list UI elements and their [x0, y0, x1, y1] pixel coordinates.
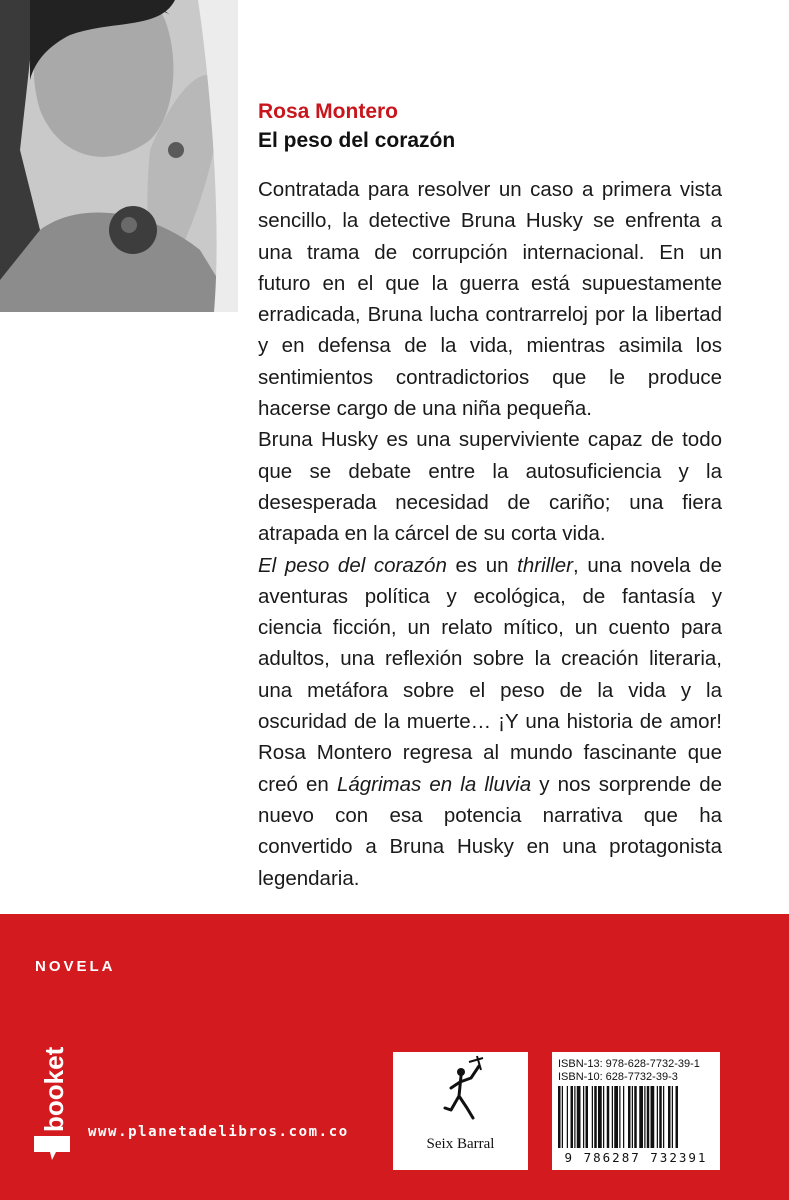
barcode-bar — [647, 1086, 650, 1148]
barcode-bar — [612, 1086, 613, 1148]
author-name: Rosa Montero — [258, 100, 399, 123]
barcode-bar — [598, 1086, 602, 1148]
barcode-bar — [672, 1086, 673, 1148]
barcode-bar — [592, 1086, 593, 1148]
barcode-bar — [574, 1086, 575, 1148]
barcode — [558, 1086, 714, 1148]
barcode-bar — [639, 1086, 643, 1148]
barcode-digits: 9 786287 732391 — [564, 1150, 708, 1165]
barcode-bar — [586, 1086, 589, 1148]
barcode-bar — [657, 1086, 658, 1148]
publisher-box — [393, 1052, 528, 1170]
website-url[interactable]: www.planetadelibros.com.co — [88, 1124, 349, 1140]
book-title: El peso del corazón — [258, 129, 456, 152]
blurb-lagrimas-italic: Lágrimas en la lluvia — [336, 772, 532, 796]
blurb-text-a: es un — [446, 553, 518, 577]
blurb-paragraph-1: Contratada para resolver un caso a primera vista sencillo, la detective Bruna Husky se enfrenta a una trama de corrupción internacional. En un futuro en el que la guerra está supuestamente erradicada, Bruna lucha contrarreloj por la libertad y en defensa de la vida, mientras asimila los sentimientos contradictorios que le produce hacerse cargo de una niña pequeña. — [258, 178, 722, 421]
blurb-thriller-italic: thriller — [517, 553, 573, 577]
barcode-bar — [571, 1086, 574, 1148]
barcode-bar — [558, 1086, 561, 1148]
blurb-paragraph-2: Bruna Husky es una superviviente capaz de todo que se debate entre la autosuficiencia y la desesperada necesidad de cariño; una fiera atrapada en la cárcel de su corta vida. — [258, 428, 722, 546]
booket-logo-text: booket — [39, 1046, 69, 1132]
barcode-bar — [567, 1086, 568, 1148]
barcode-bar — [583, 1086, 584, 1148]
booket-logo — [30, 1040, 74, 1160]
genre-label: NOVELA — [35, 958, 116, 975]
author-photo — [0, 0, 238, 312]
barcode-bar — [644, 1086, 645, 1148]
barcode-bar — [623, 1086, 624, 1148]
barcode-bar — [628, 1086, 631, 1148]
barcode-bar — [594, 1086, 597, 1148]
barcode-bar — [663, 1086, 664, 1148]
running-figure-icon — [393, 1052, 528, 1136]
blurb-text-c: y nos sorprende de nuevo con esa potencia narrativa que ha convertido a Bruna Husky en una protagonista legendaria. — [258, 772, 722, 890]
barcode-bar — [634, 1086, 637, 1148]
blurb-text-b: , una novela de aventuras política y ecológica, de fantasía y ciencia ficción, un relato mítico, un cuento para adultos, una reflexión sobre la creación literaria, una metáfora sobre el peso de la vida y la oscuridad de la muerte… ¡Y una historia de amor! Rosa Montero regresa al mundo fascinante que creó en — [258, 553, 722, 796]
blurb-title-italic: El peso del corazón — [258, 553, 447, 577]
barcode-bar — [619, 1086, 620, 1148]
isbn-10: ISBN-10: 628-7732-39-3 — [558, 1071, 678, 1083]
barcode-bar — [603, 1086, 604, 1148]
barcode-bar — [668, 1086, 671, 1148]
barcode-bar — [607, 1086, 610, 1148]
barcode-bar — [577, 1086, 581, 1148]
barcode-bar — [562, 1086, 563, 1148]
blurb-paragraph-3 — [258, 550, 722, 894]
barcode-bar — [632, 1086, 633, 1148]
isbn-barcode-box — [552, 1052, 720, 1170]
blurb-text — [258, 174, 722, 894]
barcode-bar — [659, 1086, 662, 1148]
barcode-bar — [614, 1086, 618, 1148]
publisher-name: Seix Barral — [426, 1136, 495, 1152]
barcode-bar — [651, 1086, 655, 1148]
barcode-bar — [676, 1086, 679, 1148]
isbn-13: ISBN-13: 978-628-7732-39-1 — [558, 1058, 700, 1070]
